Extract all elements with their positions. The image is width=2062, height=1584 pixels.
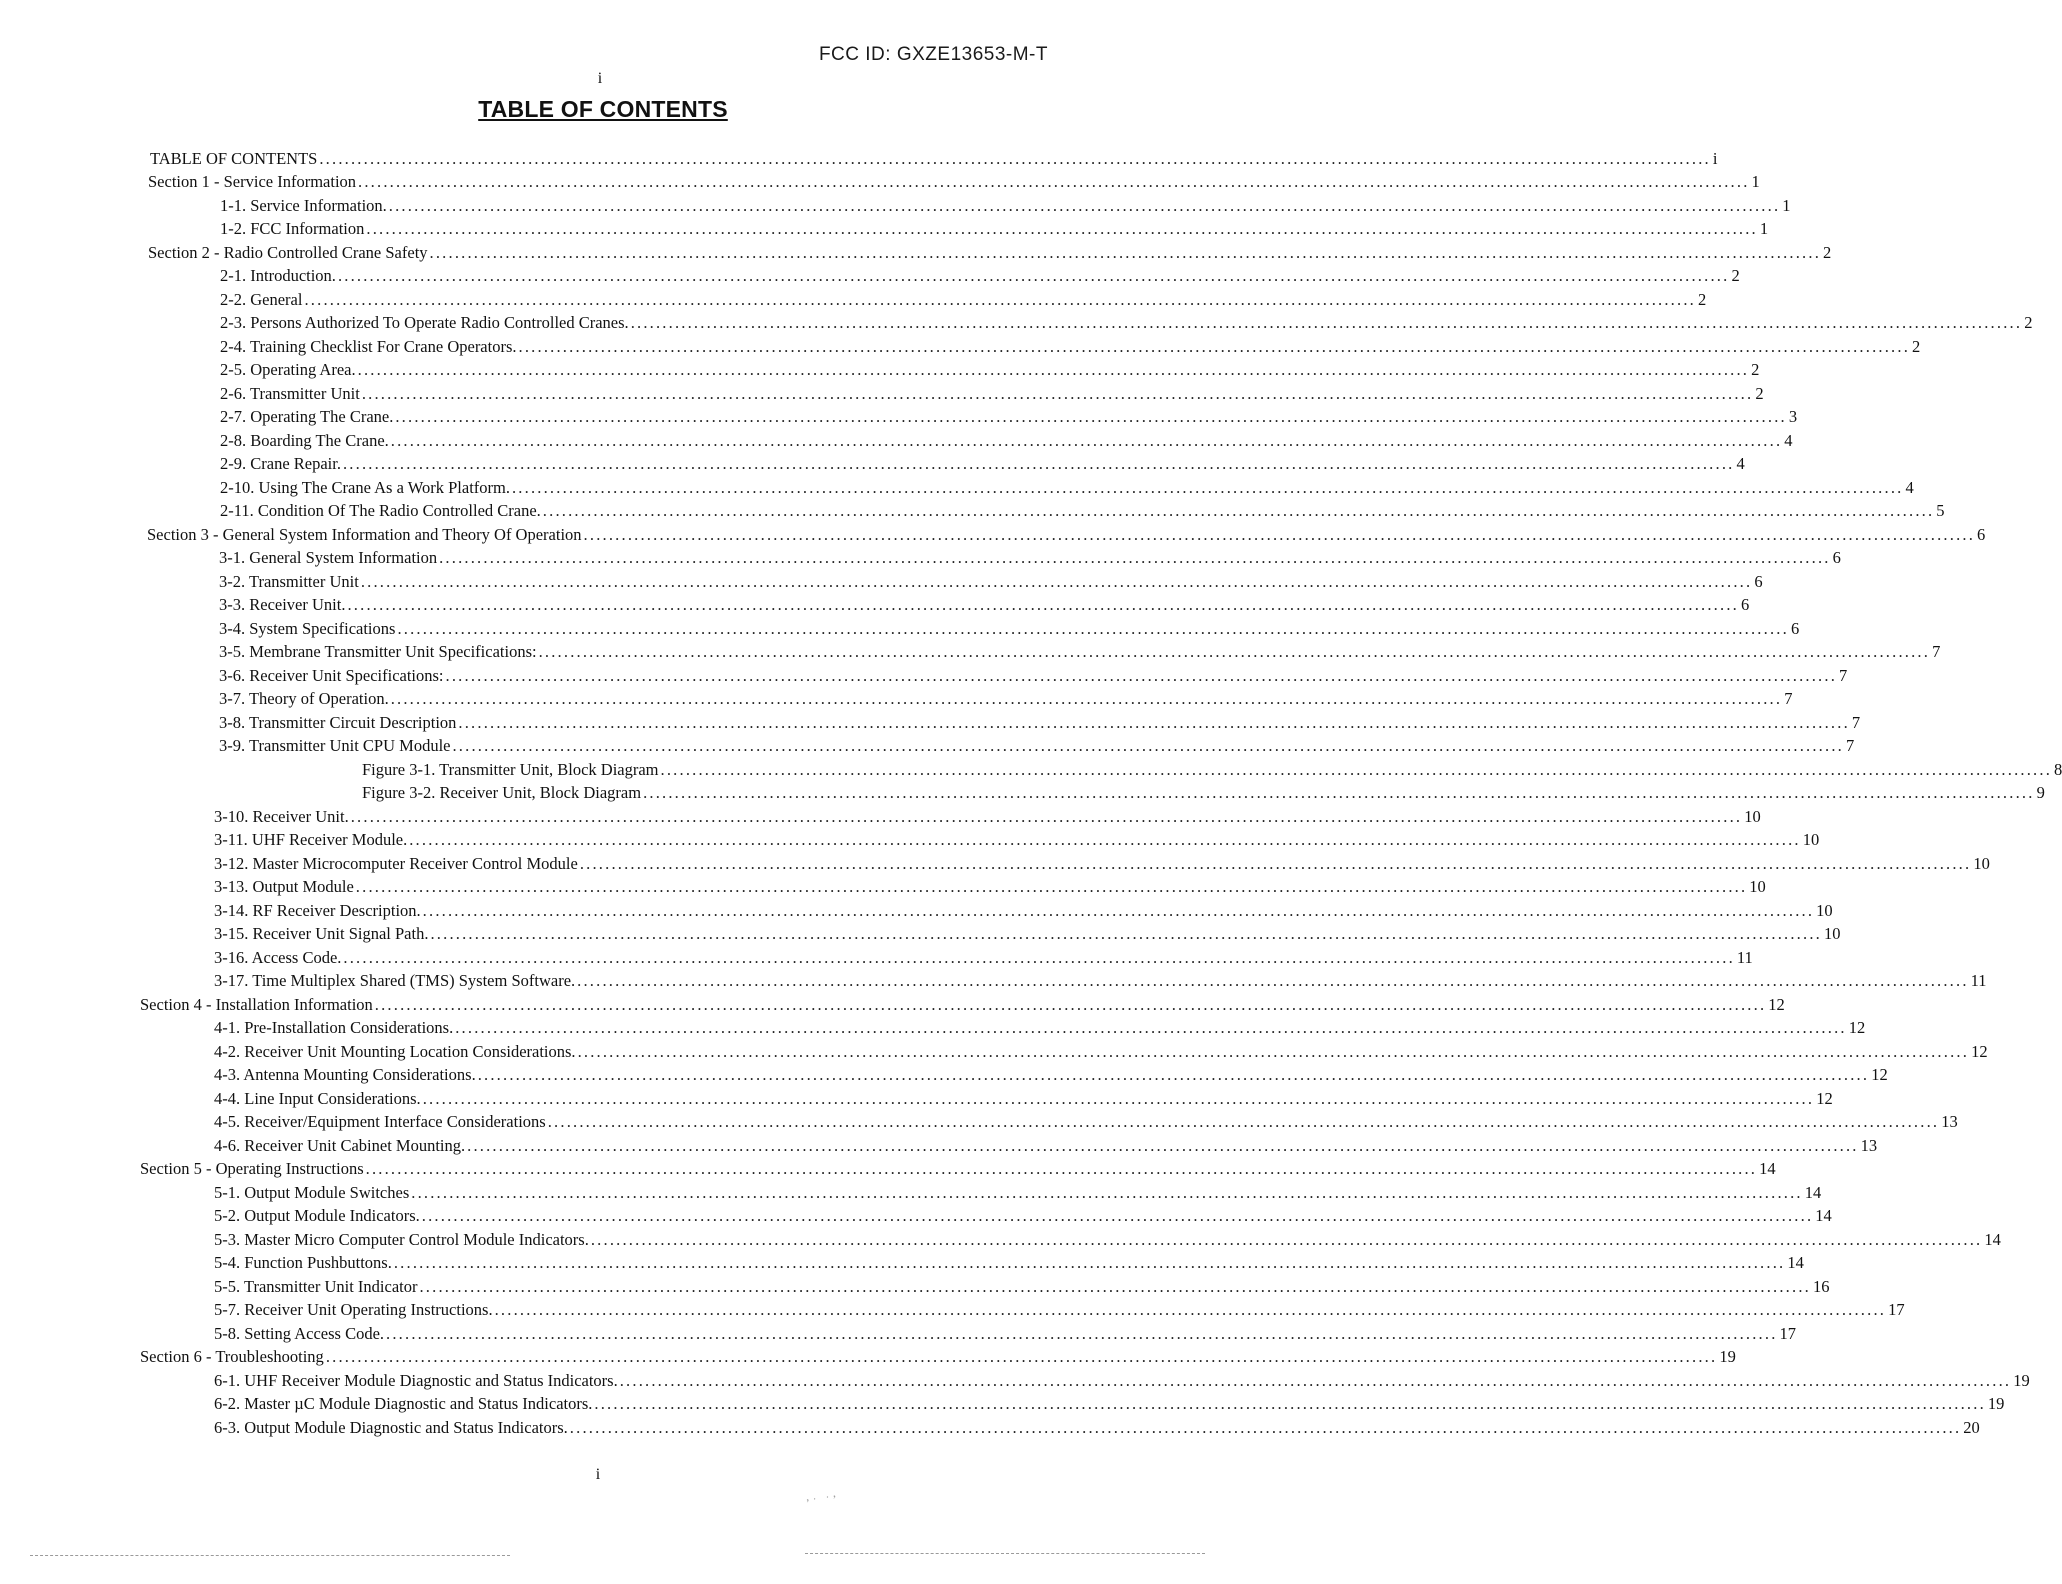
dot-leader: ............................................................................................................................................................................................................................ <box>569 1418 1962 1437</box>
dot-leader: ............................................................................................................................................................................................................................ <box>342 454 1735 473</box>
toc-entry-page: 10 <box>1802 830 1820 849</box>
toc-entry-page: 19 <box>2013 1371 2030 1390</box>
dot-leader: ............................................................................................................................................................................................................................ <box>643 783 2035 802</box>
toc-entry-label: 3-16. Access Code. <box>214 948 342 967</box>
toc-entry <box>220 312 2033 334</box>
toc-entry-page: 14 <box>1815 1206 1832 1225</box>
toc-entry-page: i <box>1712 149 1718 168</box>
dot-leader: ............................................................................................................................................................................................................................ <box>319 149 1711 168</box>
toc-entry-page: 17 <box>1888 1300 1905 1319</box>
toc-entry-label: Figure 3-2. Receiver Unit, Block Diagram <box>362 783 642 802</box>
toc-entry-page: 19 <box>1987 1394 2005 1413</box>
toc-entry-label: 2-2. General <box>220 290 303 309</box>
toc-entry-page: 14 <box>1759 1159 1776 1178</box>
top-page-number: i <box>597 70 603 87</box>
toc-entry-page: 10 <box>1749 877 1766 896</box>
toc-entry <box>140 994 1785 1016</box>
toc-entry-page: 4 <box>1736 454 1745 473</box>
toc-entry-page: 13 <box>1941 1112 1958 1131</box>
toc-entry-page: 2 <box>1823 243 1832 262</box>
toc-entry-label: 5-1. Output Module Switches <box>214 1183 410 1202</box>
toc-entry-page: 2 <box>1912 337 1921 356</box>
fcc-id: FCC ID: GXZE13653-M-T <box>818 44 1048 65</box>
toc-entry-page: 16 <box>1812 1277 1830 1296</box>
dot-leader: ............................................................................................................................................................................................................................ <box>409 830 1801 849</box>
toc-entry-label: 3-7. Theory of Operation. <box>219 689 389 708</box>
toc-entry-page: 10 <box>1973 854 1990 873</box>
dot-leader: ............................................................................................................................................................................................................................ <box>393 1253 1786 1272</box>
toc-entry <box>214 1323 1797 1345</box>
toc-entry-label: 4-5. Receiver/Equipment Interface Considerations <box>214 1112 546 1131</box>
toc-entry-page: 6 <box>1977 525 1986 544</box>
toc-entry-page: 10 <box>1816 901 1833 920</box>
toc-entry-page: 12 <box>1848 1018 1866 1037</box>
toc-entry-page: 14 <box>1787 1253 1804 1272</box>
toc-entry <box>214 1417 1980 1439</box>
toc-entry <box>220 430 1793 452</box>
toc-entry-label: Section 4 - Installation Information <box>140 995 373 1014</box>
toc-entry <box>214 1299 1905 1321</box>
dot-leader: ............................................................................................................................................................................................................................ <box>360 572 1753 591</box>
toc-entry-label: 1-2. FCC Information <box>220 219 365 238</box>
toc-entry-page: 10 <box>1744 807 1761 826</box>
toc-entry-page: 14 <box>1804 1183 1822 1202</box>
toc-entry-label: 2-9. Crane Repair. <box>220 454 341 473</box>
toc-entry-label: 3-14. RF Receiver Description. <box>214 901 421 920</box>
toc-entry-label: 2-8. Boarding The Crane. <box>220 431 389 450</box>
toc-entry <box>214 1182 1822 1204</box>
toc-entry <box>214 1064 1888 1086</box>
toc-entry-page: 7 <box>1784 689 1793 708</box>
toc-entry <box>214 1041 1988 1063</box>
dot-leader: ............................................................................................................................................................................................................................ <box>538 642 1931 661</box>
toc-entry <box>220 289 1707 311</box>
toc-entry-page: 7 <box>1839 666 1848 685</box>
toc-entry-page: 11 <box>1736 948 1753 967</box>
toc-entry <box>220 383 1764 405</box>
toc-entry-page: 7 <box>1845 736 1855 755</box>
toc-entry-page: 12 <box>1871 1065 1888 1084</box>
toc-entry-page: 2 <box>1697 290 1707 309</box>
toc-entry-label: 3-2. Transmitter Unit <box>219 572 359 591</box>
dot-leader: ............................................................................................................................................................................................................................ <box>594 1394 1986 1413</box>
dot-leader: ............................................................................................................................................................................................................................ <box>518 337 1911 356</box>
dot-leader: ............................................................................................................................................................................................................................ <box>366 219 1758 238</box>
toc-entry-page: 2 <box>2024 313 2033 332</box>
dot-leader: ............................................................................................................................................................................................................................ <box>445 666 1838 685</box>
dot-leader: ............................................................................................................................................................................................................................ <box>660 760 2053 779</box>
toc-entry-label: 3-11. UHF Receiver Module. <box>214 830 408 849</box>
toc-entry <box>220 406 1798 428</box>
dot-leader: ............................................................................................................................................................................................................................ <box>583 525 1976 544</box>
toc-entry-label: Figure 3-1. Transmitter Unit, Block Diagram <box>362 760 659 779</box>
dot-leader: ............................................................................................................................................................................................................................ <box>590 1230 1983 1249</box>
toc-entry <box>214 1276 1830 1298</box>
toc-entry <box>219 712 1861 734</box>
dot-leader: ............................................................................................................................................................................................................................ <box>390 431 1783 450</box>
dot-leader: ............................................................................................................................................................................................................................ <box>374 995 1767 1014</box>
toc-entry <box>219 547 1841 569</box>
toc-entry-label: 4-3. Antenna Mounting Considerations. <box>214 1065 476 1084</box>
toc-entry-label: 3-1. General System Information <box>219 548 438 567</box>
toc-entry <box>220 218 1769 240</box>
toc-entry-page: 19 <box>1719 1347 1736 1366</box>
toc-entry <box>147 524 1986 546</box>
toc-entry-label: 3-10. Receiver Unit. <box>214 807 349 826</box>
toc-entry-page: 20 <box>1963 1418 1980 1437</box>
toc-entry-page: 12 <box>1971 1042 1988 1061</box>
dot-leader: ............................................................................................................................................................................................................................ <box>386 1324 1778 1343</box>
dot-leader: ............................................................................................................................................................................................................................ <box>357 360 1750 379</box>
toc-entry-label: 3-6. Receiver Unit Specifications: <box>219 666 444 685</box>
toc-entry-label: 4-4. Line Input Considerations. <box>214 1089 421 1108</box>
dot-leader: ............................................................................................................................................................................................................................ <box>390 689 1783 708</box>
toc-entry <box>214 1370 2030 1392</box>
toc-entry-page: 1 <box>1782 196 1791 215</box>
toc-entry <box>219 735 1855 757</box>
toc-entry <box>214 1229 2001 1251</box>
toc-entry <box>220 359 1760 381</box>
toc-entry <box>214 876 1766 898</box>
toc-entry-label: 5-7. Receiver Unit Operating Instructions. <box>214 1300 493 1319</box>
toc-entry-label: 5-2. Output Module Indicators. <box>214 1206 420 1225</box>
toc-entry <box>219 594 1750 616</box>
toc-entry-page: 5 <box>1936 501 1945 520</box>
toc-entry <box>214 1393 2005 1415</box>
toc-entry-label: 6-1. UHF Receiver Module Diagnostic and Status Indicators. <box>214 1371 618 1390</box>
toc-entry-label: 3-13. Output Module <box>214 877 354 896</box>
toc-entry <box>214 829 1820 851</box>
page-title: TABLE OF CONTENTS <box>478 96 728 122</box>
toc-entry-label: Section 3 - General System Information and Theory Of Operation <box>147 525 582 544</box>
bottom-page-number: i <box>595 1466 601 1483</box>
dot-leader: ............................................................................................................................................................................................................................ <box>429 243 1822 262</box>
toc-entry-label: TABLE OF CONTENTS <box>150 149 318 168</box>
scan-artifact: ʼ˙ ˙ʼ <box>805 1491 841 1511</box>
toc-entry-label: 2-10. Using The Crane As a Work Platform. <box>220 478 510 497</box>
dot-leader: ............................................................................................................................................................................................................................ <box>579 854 1972 873</box>
toc-entry-label: 2-5. Operating Area. <box>220 360 356 379</box>
dot-leader: ............................................................................................................................................................................................................................ <box>388 196 1781 215</box>
toc-entry <box>214 1111 1958 1133</box>
dot-leader: ............................................................................................................................................................................................................................ <box>439 548 1831 567</box>
dot-leader: ............................................................................................................................................................................................................................ <box>395 407 1787 426</box>
toc-entry-page: 4 <box>1784 431 1793 450</box>
toc-entry <box>150 148 1718 170</box>
toc-entry <box>148 242 1832 264</box>
toc-entry <box>220 500 1945 522</box>
dot-leader: ............................................................................................................................................................................................................................ <box>577 1042 1970 1061</box>
toc-entry-page: 7 <box>1851 713 1861 732</box>
toc-entry-label: 2-1. Introduction. <box>220 266 336 285</box>
dot-leader: ............................................................................................................................................................................................................................ <box>421 1206 1814 1225</box>
toc-entry-label: 4-1. Pre-Installation Considerations. <box>214 1018 454 1037</box>
toc-entry <box>214 923 1841 945</box>
dot-leader: ............................................................................................................................................................................................................................ <box>422 1089 1815 1108</box>
toc-entry-label: 2-4. Training Checklist For Crane Operators. <box>220 337 517 356</box>
toc-entry <box>219 618 1800 640</box>
toc-entry <box>214 1017 1866 1039</box>
dot-leader: ............................................................................................................................................................................................................................ <box>422 901 1815 920</box>
toc-entry-page: 2 <box>1755 384 1764 403</box>
toc-entry-label: 1-1. Service Information. <box>220 196 387 215</box>
dot-leader: ............................................................................................................................................................................................................................ <box>355 877 1748 896</box>
dot-leader: ............................................................................................................................................................................................................................ <box>455 1018 1847 1037</box>
toc-entry-page: 9 <box>2036 783 2045 802</box>
dot-leader: ............................................................................................................................................................................................................................ <box>467 1136 1859 1155</box>
toc-entry-page: 14 <box>1984 1230 2001 1249</box>
dot-leader: ............................................................................................................................................................................................................................ <box>347 595 1739 614</box>
dot-leader: ............................................................................................................................................................................................................................ <box>419 1277 1811 1296</box>
dot-leader: ............................................................................................................................................................................................................................ <box>361 384 1754 403</box>
toc-entry-page: 12 <box>1768 995 1785 1014</box>
toc-entry <box>214 1135 1878 1157</box>
toc-entry-page: 6 <box>1832 548 1841 567</box>
toc-entry-label: 2-3. Persons Authorized To Operate Radio Controlled Cranes. <box>220 313 629 332</box>
toc-entry-label: 2-6. Transmitter Unit <box>220 384 360 403</box>
toc-entry <box>214 1205 1832 1227</box>
dot-leader: ............................................................................................................................................................................................................................ <box>577 971 1969 990</box>
toc-entry <box>140 1346 1736 1368</box>
dot-leader: ............................................................................................................................................................................................................................ <box>477 1065 1870 1084</box>
toc-entry-page: 6 <box>1740 595 1750 614</box>
toc-entry-page: 4 <box>1905 478 1914 497</box>
dot-leader: ............................................................................................................................................................................................................................ <box>458 713 1850 732</box>
toc-entry-label: 3-15. Receiver Unit Signal Path. <box>214 924 429 943</box>
dot-leader: ............................................................................................................................................................................................................................ <box>542 501 1935 520</box>
toc-entry-label: Section 6 - Troubleshooting <box>140 1347 324 1366</box>
toc-entry-page: 6 <box>1790 619 1800 638</box>
dot-leader: ............................................................................................................................................................................................................................ <box>547 1112 1940 1131</box>
toc-entry <box>148 171 1760 193</box>
toc-entry-page: 1 <box>1759 219 1769 238</box>
toc-entry-label: 3-17. Time Multiplex Shared (TMS) System Software. <box>214 971 576 990</box>
toc-entry-label: 3-3. Receiver Unit. <box>219 595 346 614</box>
toc-entry-page: 12 <box>1816 1089 1833 1108</box>
dot-leader: ............................................................................................................................................................................................................................ <box>337 266 1730 285</box>
toc-entry-page: 1 <box>1751 172 1760 191</box>
toc-entry-page: 6 <box>1754 572 1763 591</box>
toc-entry <box>220 265 1740 287</box>
dot-leader: ............................................................................................................................................................................................................................ <box>397 619 1789 638</box>
toc-entry <box>220 195 1791 217</box>
toc-entry-page: 7 <box>1932 642 1941 661</box>
dot-leader: ............................................................................................................................................................................................................................ <box>411 1183 1803 1202</box>
dot-leader: ............................................................................................................................................................................................................................ <box>304 290 1696 309</box>
dot-leader: ............................................................................................................................................................................................................................ <box>430 924 1822 943</box>
toc-entry-label: Section 5 - Operating Instructions <box>140 1159 364 1178</box>
toc-entry-label: 6-2. Master µC Module Diagnostic and Status Indicators. <box>214 1394 593 1413</box>
toc-entry-page: 2 <box>1751 360 1760 379</box>
toc-entry <box>214 947 1753 969</box>
toc-entry-label: 5-3. Master Micro Computer Control Module Indicators. <box>214 1230 589 1249</box>
toc-entry <box>220 477 1914 499</box>
toc-entry <box>140 1158 1776 1180</box>
dot-leader: ............................................................................................................................................................................................................................ <box>511 478 1904 497</box>
toc-entry-label: Section 2 - Radio Controlled Crane Safety <box>148 243 428 262</box>
toc-entry-label: 6-3. Output Module Diagnostic and Status Indicators. <box>214 1418 568 1437</box>
toc-entry <box>214 853 1990 875</box>
scan-line-left <box>30 1555 510 1557</box>
toc-entry-page: 2 <box>1731 266 1740 285</box>
toc-entry <box>220 453 1745 475</box>
toc-entry-label: 3-8. Transmitter Circuit Description <box>219 713 457 732</box>
toc-entry <box>219 688 1793 710</box>
toc-entry <box>362 759 2062 781</box>
toc-entry <box>219 571 1763 593</box>
toc-entry <box>220 336 1921 358</box>
toc-entry-label: 5-4. Function Pushbuttons. <box>214 1253 392 1272</box>
toc-entry-label: Section 1 - Service Information <box>148 172 357 191</box>
toc-entry-label: 2-11. Condition Of The Radio Controlled Crane. <box>220 501 541 520</box>
toc-entry <box>219 641 1941 663</box>
dot-leader: ............................................................................................................................................................................................................................ <box>494 1300 1887 1319</box>
dot-leader: ............................................................................................................................................................................................................................ <box>619 1371 2012 1390</box>
dot-leader: ............................................................................................................................................................................................................................ <box>365 1159 1758 1178</box>
dot-leader: ............................................................................................................................................................................................................................ <box>630 313 2023 332</box>
dot-leader: ............................................................................................................................................................................................................................ <box>358 172 1750 191</box>
toc-entry-label: 5-5. Transmitter Unit Indicator <box>214 1277 418 1296</box>
toc-entry-page: 11 <box>1970 971 1987 990</box>
dot-leader: ............................................................................................................................................................................................................................ <box>325 1347 1718 1366</box>
toc-entry-page: 13 <box>1860 1136 1878 1155</box>
toc-entry-page: 3 <box>1788 407 1798 426</box>
toc-entry <box>214 970 1987 992</box>
toc-entry-label: 5-8. Setting Access Code. <box>214 1324 385 1343</box>
toc-entry-label: 4-2. Receiver Unit Mounting Location Considerations. <box>214 1042 576 1061</box>
toc-entry <box>214 900 1833 922</box>
toc-entry-page: 10 <box>1823 924 1841 943</box>
toc-entry-label: 3-4. System Specifications <box>219 619 396 638</box>
toc-entry-label: 3-12. Master Microcomputer Receiver Control Module <box>214 854 578 873</box>
scan-line-right <box>805 1553 1205 1555</box>
toc-entry-page: 17 <box>1779 1324 1797 1343</box>
toc-entry <box>214 1252 1804 1274</box>
toc-entry-label: 3-5. Membrane Transmitter Unit Specifications: <box>219 642 537 661</box>
toc-entry-label: 4-6. Receiver Unit Cabinet Mounting. <box>214 1136 466 1155</box>
toc-entry-label: 2-7. Operating The Crane. <box>220 407 394 426</box>
toc-entry <box>214 806 1761 828</box>
dot-leader: ............................................................................................................................................................................................................................ <box>452 736 1844 755</box>
dot-leader: ............................................................................................................................................................................................................................ <box>343 948 1735 967</box>
toc-entry <box>214 1088 1833 1110</box>
toc-entry-label: 3-9. Transmitter Unit CPU Module <box>219 736 451 755</box>
dot-leader: ............................................................................................................................................................................................................................ <box>350 807 1743 826</box>
toc-entry <box>219 665 1848 687</box>
toc-entry <box>362 782 2045 804</box>
toc-entry-page: 8 <box>2054 760 2062 779</box>
